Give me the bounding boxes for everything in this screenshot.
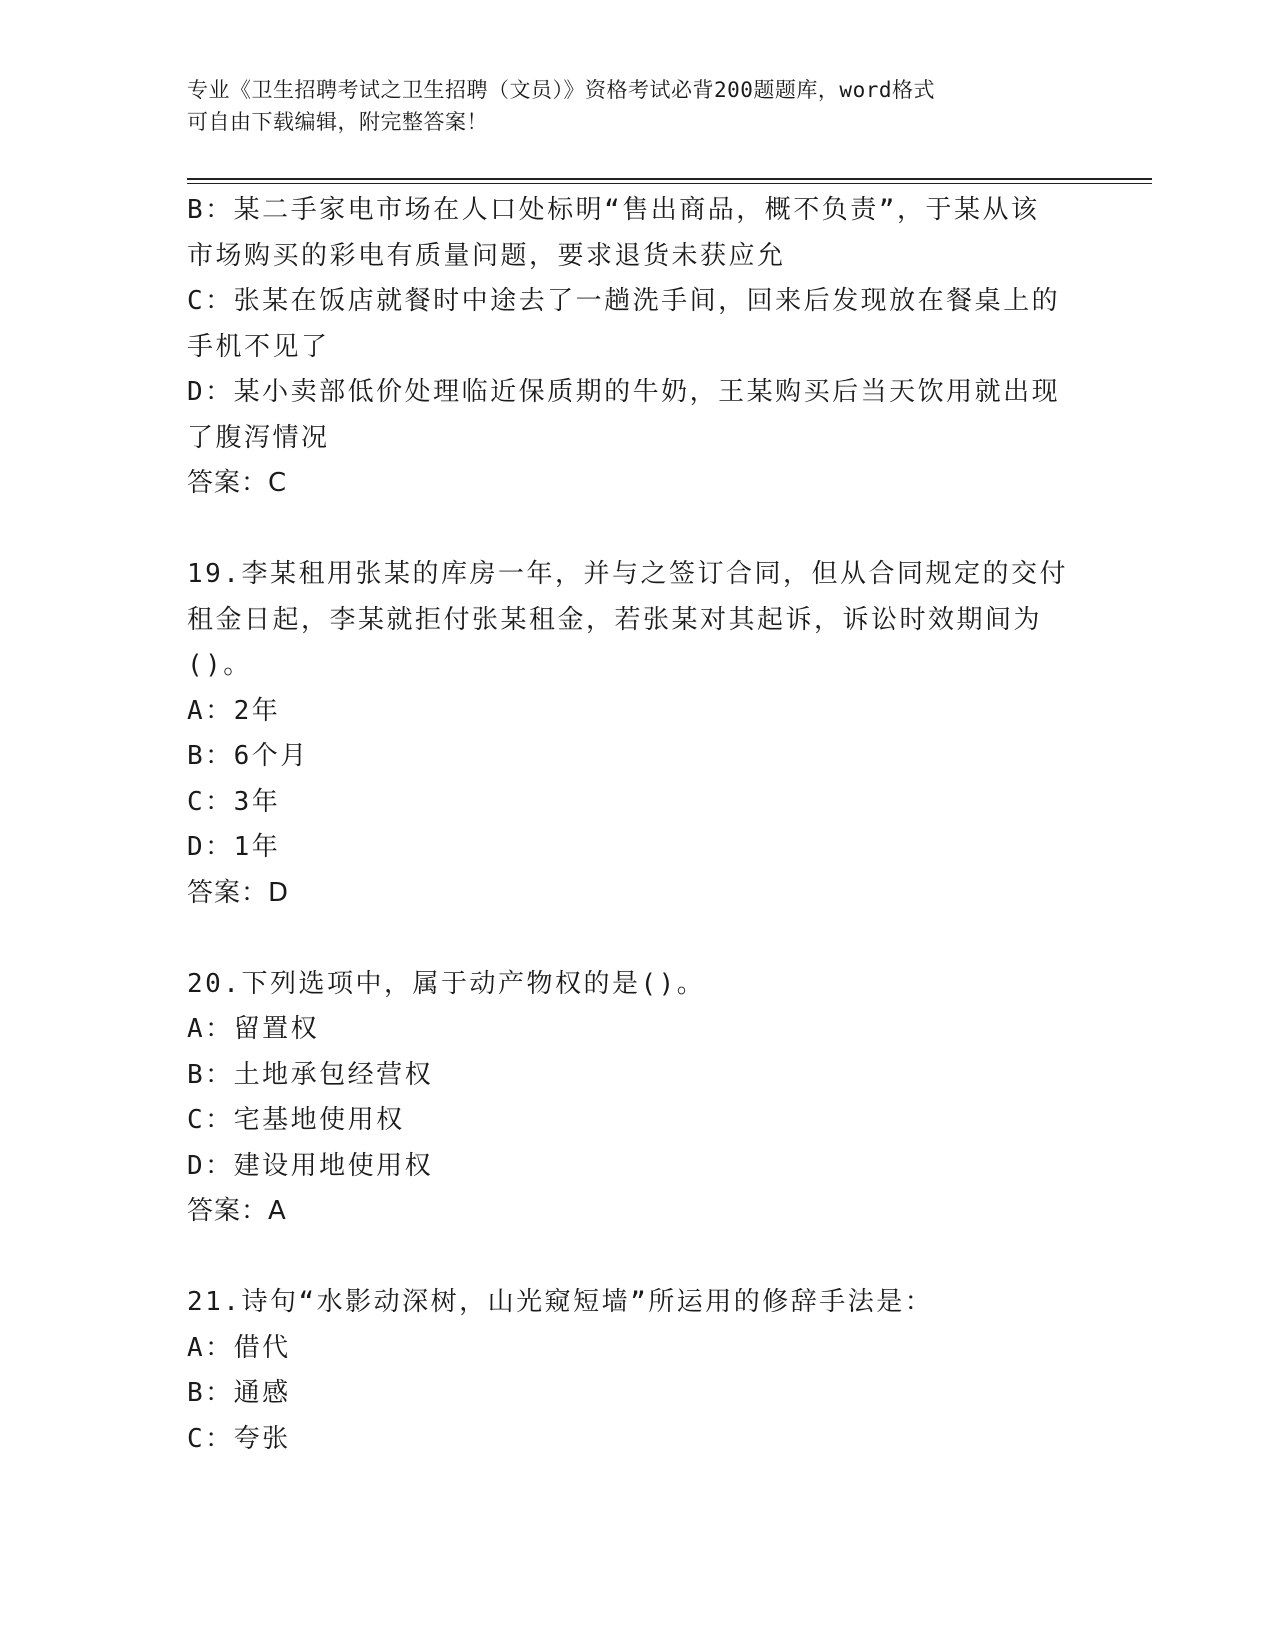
question-20: [187, 962, 1087, 1235]
option-b-line-1: B：某二手家电市场在人口处标明“售出商品，概不负责”，于某从该: [187, 195, 1040, 225]
header-line-2: 可自由下载编辑，附完整答案！: [187, 110, 488, 134]
question-21-line-1: 21.诗句“水影动深树，山光窥短墙”所运用的修辞手法是：: [187, 1287, 934, 1317]
question-19-line-2: 租金日起，李某就拒付张某租金，若张某对其起诉，诉讼时效期间为: [187, 604, 1043, 635]
option-b: B：土地承包经营权: [187, 1059, 434, 1090]
answer-20: 答案：A: [187, 1196, 287, 1226]
option-c: C：宅基地使用权: [187, 1105, 405, 1135]
option-d-line-1: D：某小卖部低价处理临近保质期的牛奶，王某购买后当天饮用就出现: [187, 377, 1061, 407]
header-rule-thin: [187, 183, 1152, 184]
question-19-line-3: ()。: [187, 650, 252, 680]
question-21: [187, 1280, 1087, 1462]
option-d-line-2: 了腹泻情况: [187, 422, 330, 453]
option-c-line-2: 手机不见了: [187, 331, 330, 362]
option-a: A：借代: [187, 1332, 291, 1363]
question-18-continued: [187, 188, 1087, 507]
option-d: D：1年: [187, 832, 281, 862]
option-b: B：通感: [187, 1378, 291, 1408]
answer-18: 答案：C: [187, 468, 288, 498]
header-line-1: 专业《卫生招聘考试之卫生招聘（文员）》资格考试必背200题题库，word格式: [187, 78, 935, 102]
option-b: B：6个月: [187, 741, 309, 771]
question-19: [187, 552, 1087, 916]
answer-19: 答案：D: [187, 877, 290, 908]
option-a: A：留置权: [187, 1014, 320, 1044]
option-c: C：3年: [187, 786, 281, 817]
document-header: [187, 74, 1067, 138]
option-c: C：夸张: [187, 1423, 291, 1454]
question-19-line-1: 19.李某租用张某的库房一年，并与之签订合同，但从合同规定的交付: [187, 559, 1068, 589]
option-c-line-1: C：张某在饭店就餐时中途去了一趟洗手间，回来后发现放在餐桌上的: [187, 286, 1061, 316]
option-b-line-2: 市场购买的彩电有质量问题，要求退货未获应允: [187, 240, 786, 271]
option-a: A：2年: [187, 695, 281, 726]
option-d: D：建设用地使用权: [187, 1150, 434, 1181]
question-20-line-1: 20.下列选项中，属于动产物权的是()。: [187, 968, 706, 999]
header-rule-thick: [187, 178, 1152, 180]
question-content: [187, 188, 1087, 1462]
